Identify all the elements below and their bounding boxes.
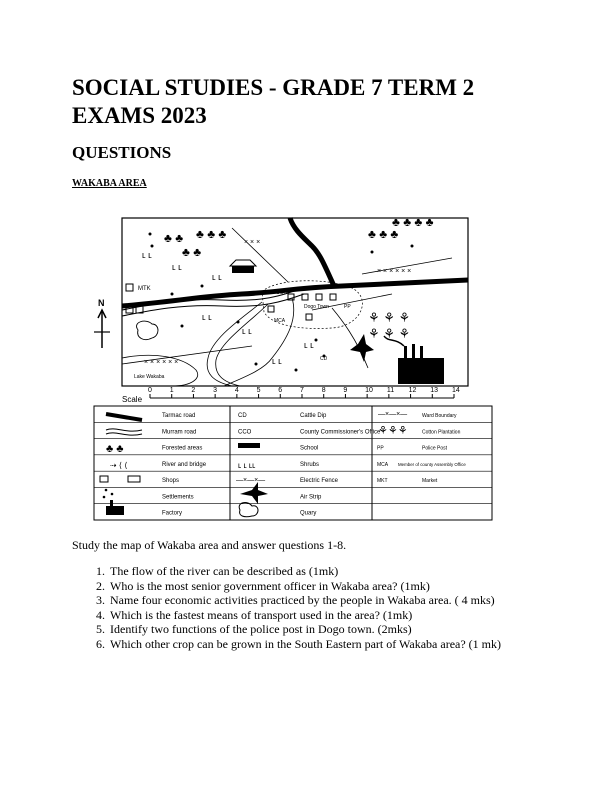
legend-label: Air Strip (300, 494, 322, 501)
scale-tick-label: 4 (234, 387, 239, 394)
svg-text:♣ ♣: ♣ ♣ (164, 231, 184, 245)
scale-tick-label: 3 (213, 387, 218, 394)
svg-text:ʟ ʟ: ʟ ʟ (242, 326, 252, 336)
question-item: 1. The flow of the river can be described as (1mk) (108, 564, 563, 579)
wakaba-map-figure (92, 198, 502, 528)
label-cd: CD (320, 356, 328, 362)
svg-text:⚘⚘⚘: ⚘⚘⚘ (378, 425, 408, 437)
legend-label: Cotton Plantation (422, 429, 461, 436)
question-item: 2. Who is the most senior government officer in Wakaba area? (1mk) (108, 579, 563, 594)
legend-label: Quary (300, 510, 317, 517)
svg-text:♣ ♣ ♣: ♣ ♣ ♣ (196, 227, 227, 241)
svg-text:× × × × × ×: × × × × × × (377, 268, 412, 275)
legend-label: Factory (162, 510, 183, 517)
quarry (137, 321, 158, 339)
svg-text:⚘ ⚘ ⚘: ⚘ ⚘ ⚘ (368, 326, 411, 341)
label-mca: MCA (274, 318, 286, 324)
svg-text:ʟ ʟ ʟʟ: ʟ ʟ ʟʟ (238, 461, 256, 470)
north-label: N (98, 298, 105, 308)
cotton-plantation (368, 310, 410, 341)
scale-tick-label: 11 (386, 387, 395, 394)
tarmac-road (122, 280, 468, 306)
label-dogo-town: Dogo Town (304, 304, 329, 310)
intro-instructions: Study the map of Wakaba area and answer questions 1-8. (72, 538, 347, 552)
scale-bar (122, 387, 460, 404)
svg-text:⚘ ⚘ ⚘: ⚘ ⚘ ⚘ (368, 310, 411, 325)
svg-text:ʟ ʟ: ʟ ʟ (142, 250, 152, 260)
factory (398, 358, 444, 384)
scale-tick-label: 9 (343, 387, 348, 394)
legend-label: Tarmac road (162, 413, 196, 419)
murram-road (207, 302, 262, 386)
question-list (90, 564, 563, 651)
scale-label: Scale (122, 395, 143, 404)
legend-label: Shops (162, 478, 180, 485)
legend-code: CCO (238, 429, 252, 436)
question-item: 5. Identify two functions of the police post in Dogo town. (2mks) (108, 622, 563, 637)
document-title: SOCIAL STUDIES - GRADE 7 TERM 2 EXAMS 2023 (72, 75, 475, 128)
scale-tick-label: 8 (321, 387, 326, 394)
svg-text:—×—×—: —×—×— (378, 411, 408, 418)
svg-text:⇢ ⟨ ⟨: ⇢ ⟨ ⟨ (110, 461, 128, 470)
scale-tick-label: 2 (191, 387, 196, 394)
question-item: 4. Which is the fastest means of transport used in the area? (1mk) (108, 608, 563, 623)
legend-label: River and bridge (162, 461, 207, 468)
legend-code: MKT (377, 478, 388, 485)
svg-text:× × × × × ×: × × × × × × (144, 359, 179, 366)
label-lake: Lake Wakaba (134, 374, 165, 380)
legend-label: Forested areas (162, 445, 203, 452)
legend-label: Member of county Assembly Office (398, 461, 466, 467)
svg-text:ʟ ʟ: ʟ ʟ (304, 340, 314, 350)
legend-code: MCA (377, 461, 389, 468)
legend-label: Settlements (162, 494, 194, 501)
section-heading: QUESTIONS (72, 143, 172, 162)
svg-text:ʟ ʟ: ʟ ʟ (172, 262, 182, 272)
legend-label: Ward Boundary (422, 413, 457, 419)
legend-code: PP (377, 445, 384, 452)
subsection-heading: WAKABA AREA (72, 178, 147, 189)
legend-label: Cattle Dip (300, 413, 327, 419)
svg-text:× × ×: × × × (244, 239, 261, 246)
svg-text:ʟ ʟ: ʟ ʟ (202, 312, 212, 322)
label-cco: CCO (276, 290, 288, 296)
svg-text:♣ ♣: ♣ ♣ (106, 443, 124, 455)
legend-label: County Commissioner's Office (300, 429, 381, 436)
tarmac-road-north (290, 218, 334, 286)
svg-text:♣ ♣ ♣ ♣: ♣ ♣ ♣ ♣ (392, 215, 434, 229)
svg-text:♣ ♣: ♣ ♣ (182, 245, 202, 259)
legend-label: Market (422, 478, 438, 485)
legend-label: School (300, 445, 319, 452)
map-legend (94, 406, 492, 520)
label-pp: PP (344, 304, 351, 310)
scale-tick-label: 14 (452, 387, 460, 394)
svg-text:—×—×—: —×—×— (236, 477, 266, 484)
scale-tick-label: 0 (148, 387, 152, 394)
legend-label: Murram road (162, 429, 197, 436)
map-area (94, 215, 468, 386)
legend-label: Police Post (422, 445, 448, 452)
electric-fence (232, 228, 288, 282)
scale-tick-label: 10 (365, 387, 373, 394)
legend-code: CD (238, 413, 247, 419)
scale-tick-label: 1 (169, 387, 174, 394)
forest-north (164, 215, 434, 259)
legend-label: Electric Fence (300, 478, 339, 485)
scale-tick-label: 5 (256, 387, 261, 394)
question-item: 3. Name four economic activities practiced by the people in Wakaba area. ( 4 mks) (108, 593, 563, 608)
svg-text:ʟ ʟ: ʟ ʟ (212, 272, 222, 282)
question-item: 6. Which other crop can be grown in the South Eastern part of Wakaba area? (1 mk) (108, 637, 563, 652)
scale-tick-label: 12 (408, 387, 417, 394)
legend-label: Shrubs (300, 461, 320, 468)
svg-text:ʟ ʟ: ʟ ʟ (272, 356, 282, 366)
svg-text:♣ ♣ ♣: ♣ ♣ ♣ (368, 227, 399, 241)
scale-tick-label: 7 (300, 387, 304, 394)
label-mtk: MTK (138, 286, 151, 292)
scale-tick-label: 13 (430, 387, 439, 394)
scale-tick-label: 6 (278, 387, 283, 394)
